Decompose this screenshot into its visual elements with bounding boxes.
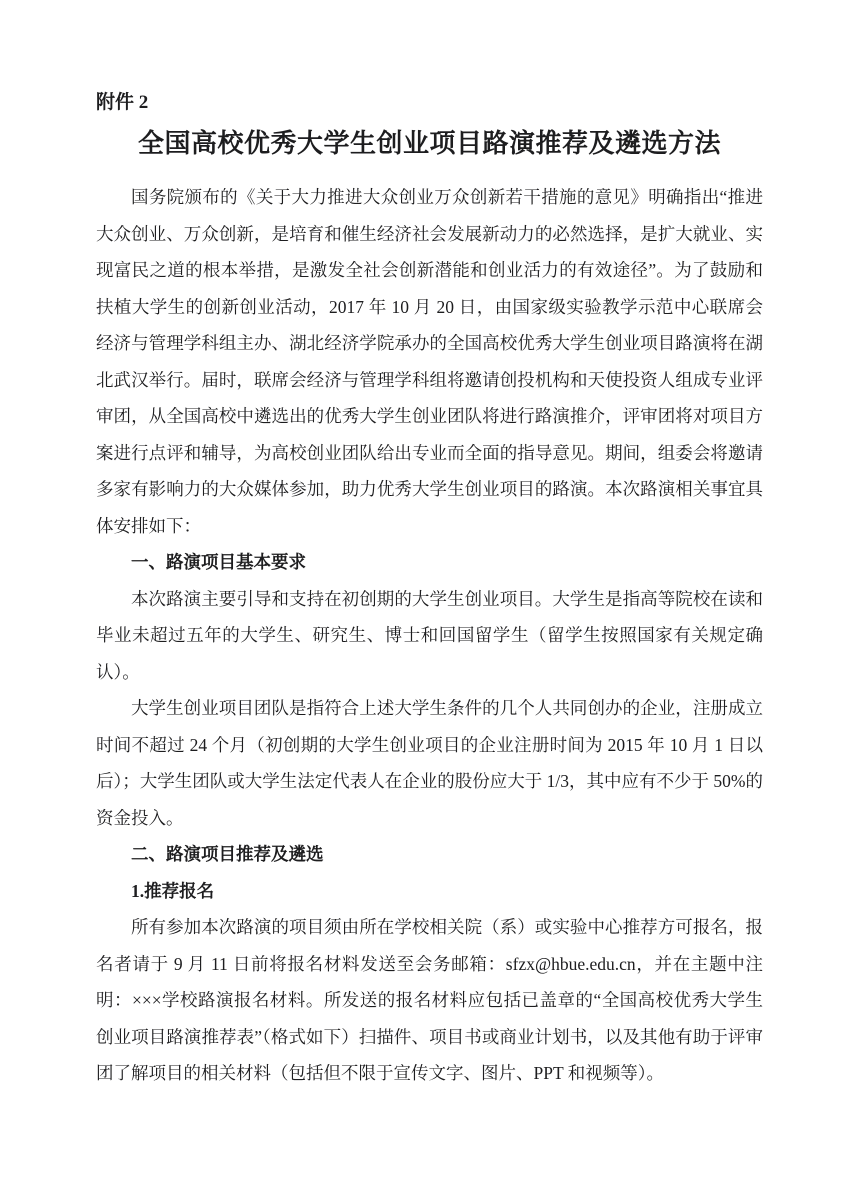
intro-paragraph: 国务院颁布的《关于大力推进大众创业万众创新若干措施的意见》明确指出“推进大众创业、万众创新，是培育和催生经济社会发展新动力的必然选择，是扩大就业、实现富民之道的根本举措，是激发全社会创新潜能和创业活力的有效途径”。为了鼓励和扶植大学生的创新创业活动，2017 年 10 月 20 日，由国家级实验教学示范中心联席会经济与管理学科组主办、湖北经济学院承办的全国高校优秀大学生创业项目路演将在湖北武汉举行。届时，联席会经济与管理学科组将邀请创投机构和天使投资人组成专业评审团，从全国高校中遴选出的优秀大学生创业团队将进行路演推介，评审团将对项目方案进行点评和辅导，为高校创业团队给出专业而全面的指导意见。期间，组委会将邀请多家有影响力的大众媒体参加，助力优秀大学生创业项目的路演。本次路演相关事宜具体安排如下： — [96, 187, 763, 536]
section-heading-roadshow-requirements: 一、路演项目基本要求 — [131, 552, 306, 572]
subsection-heading-registration: 1.推荐报名 — [131, 880, 215, 901]
section2-sub1-paragraph: 所有参加本次路演的项目须由所在学校相关院（系）或实验中心推荐方可报名，报名者请于 9 月 11 日前将报名材料发送至会务邮箱：sfzx@hbue.edu.cn，并在主题中注明：×××学校路演报名材料。所发送的报名材料应包括已盖章的“全国高校优秀大学生创业项目路演推荐表”（格式如下）扫描件、项目书或商业计划书，以及其他有助于评审团了解项目的相关材料（包括但不限于宣传文字、图片、PPT 和视频等）。 — [96, 917, 763, 1083]
section1-paragraph-1: 本次路演主要引导和支持在初创期的大学生创业项目。大学生是指高等院校在读和毕业未超过五年的大学生、研究生、博士和回国留学生（留学生按照国家有关规定确认）。 — [96, 588, 763, 682]
document-title: 全国高校优秀大学生创业项目路演推荐及遴选方法 — [137, 129, 721, 158]
attachment-label: 附件 2 — [96, 92, 149, 113]
section1-paragraph-2: 大学生创业项目团队是指符合上述大学生条件的几个人共同创办的企业，注册成立时间不超过 24 个月（初创期的大学生创业项目的企业注册时间为 2015 年 10 月 1 日以后）；大学生团队或大学生法定代表人在企业的股份应大于 1/3，其中应有不少于 50%的资金投入。 — [96, 698, 763, 828]
section-heading-recommendation-selection: 二、路演项目推荐及遴选 — [131, 844, 324, 864]
